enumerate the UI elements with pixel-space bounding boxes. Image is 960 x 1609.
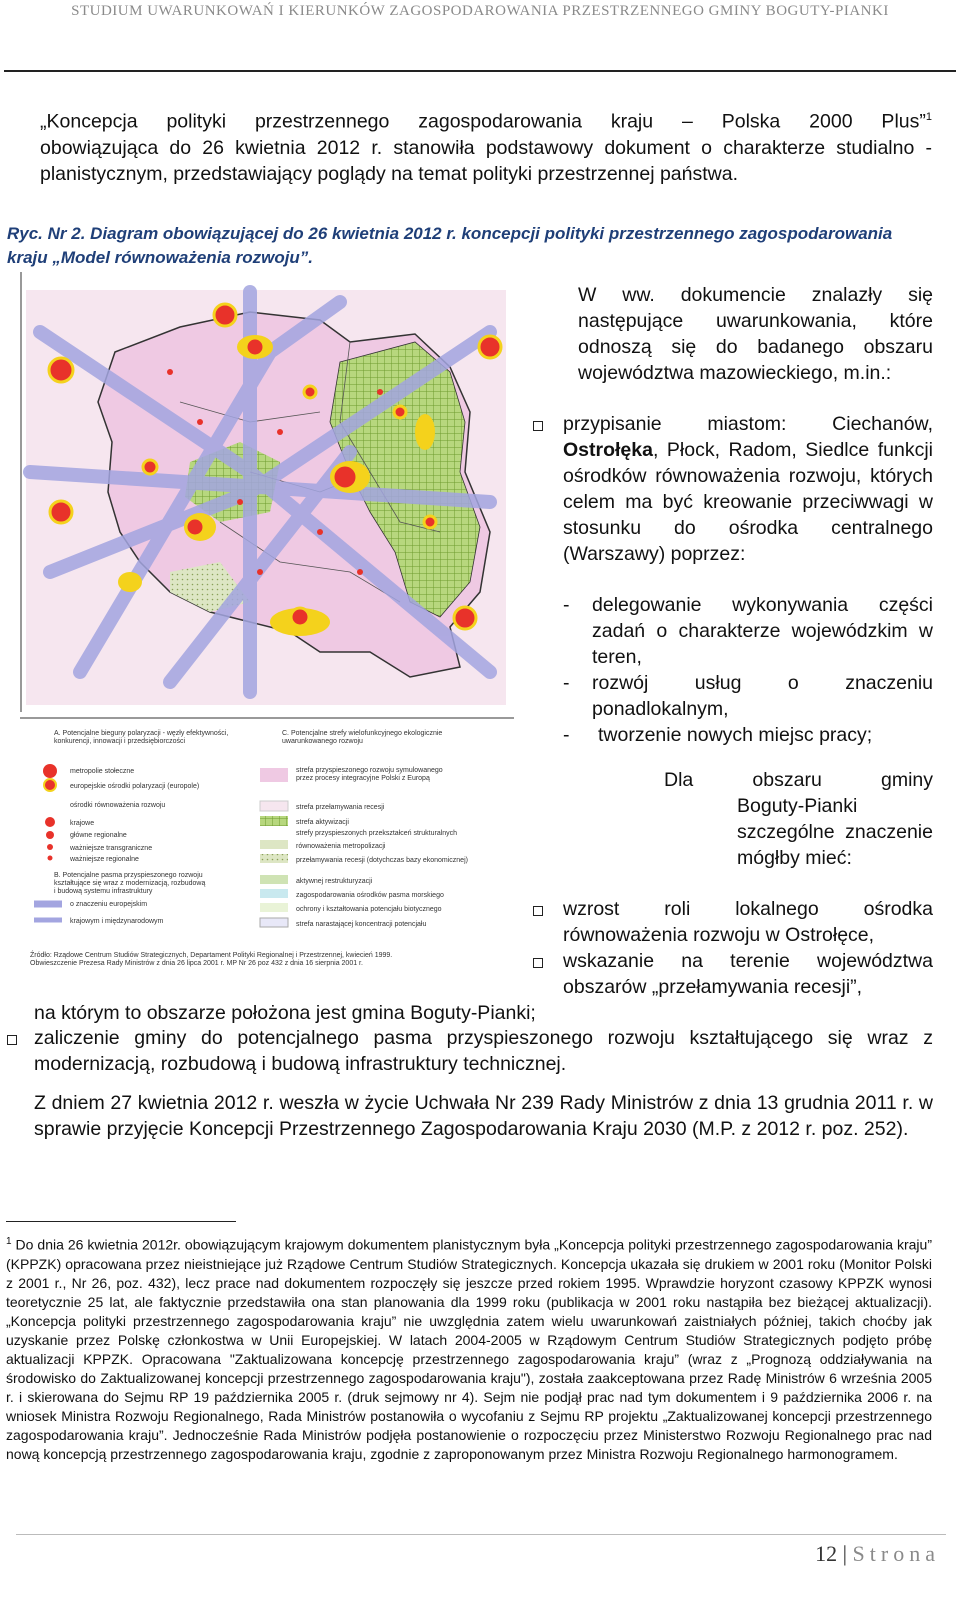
svg-text:przez procesy integracyjne Pol: przez procesy integracyjne Polski z Europą (296, 775, 430, 782)
svg-text:strefa narastającej koncentrac: strefa narastającej koncentracji potencjału (296, 921, 427, 928)
svg-text:Obwieszczenie Prezesa Rady Min: Obwieszczenie Prezesa Rady Ministrów z dnia 26 lipca 2001 r. MP Nr 26 poz 432 z dnia 16 sierpnia 2001 r. (30, 960, 363, 967)
bullet1-rest: , Płock, Radom, Siedlce funkcji ośrodków równoważenia rozwoju, których celem ma być kreowanie przeciwwagi w stosunku do ośrodka centralnego (Warszawy) poprzez: (563, 439, 933, 565)
bullet3-text: wskazanie na terenie województwa obszarów „przełamywania recesji”, (563, 950, 933, 998)
bullet-square-icon (533, 421, 543, 431)
bullet1-text (563, 411, 933, 567)
dash3-text: tworzenie nowych miejsc pracy; (598, 724, 873, 746)
svg-text:Źródło: Rządowe Centrum Studió: Źródło: Rządowe Centrum Studiów Strategicznych, Departament Polityki Regionalnej i Przestrzennej, kwiecień 1999. (30, 952, 393, 959)
bullet1-prefix: przypisanie miastom: Ciechanów, (563, 413, 933, 435)
svg-text:strefy przyspieszonych przeksz: strefy przyspieszonych przekształceń strukturalnych (296, 830, 458, 837)
footnote (6, 1232, 932, 1464)
footnote-number: 1 (6, 1236, 12, 1247)
svg-text:równoważenia metropolizacji: równoważenia metropolizacji (296, 843, 386, 850)
bullet1-bold: Ostrołęka (563, 439, 653, 461)
svg-text:konkurencji, innowacji i przed: konkurencji, innowacji i przedsiębiorczości (54, 738, 186, 745)
figure-caption-label: Ryc. Nr 2. (7, 224, 86, 243)
svg-text:strefa przyspieszonego rozwoju: strefa przyspieszonego rozwoju symulowanego (296, 767, 443, 774)
svg-text:strefa aktywizacji: strefa aktywizacji (296, 819, 349, 826)
bullet2-text: wzrost roli lokalnego ośrodka równoważenia rozwoju w Ostrołęce, (563, 898, 933, 946)
footnote-text: Do dnia 26 kwietnia 2012r. obowiązującym krajowym dokumentem planistycznym była „Koncepcja polityki przestrzennego zagospodarowania kraju” (KPPZK) opracowana przez nieistniejące już Rządowe Centrum Studiów Strategicznych. Koncepcja ukazała się drukiem w 2001 roku (Monitor Polski z 2001 r., Nr 26, poz. 432), lecz prace nad dokumentem rozpoczęły się jeszcze przed rokiem 1995. Wprawdzie horyzont czasowy KPPZK wynosi teoretycznie 25 lat, ale faktycznie przedstawiła ona stan planowania dla 1999 roku (publikacja w 2001 roku nastąpiła bez bieżącej aktualizacji). „Koncepcja polityki przestrzennego zagospodarowania kraju” nie uwzględnia zatem wielu uwarunkowań zaistniałych później, takich choćby jak uzyskanie przez Polskę członkostwa w Unii Europejskiej. W latach 2004-2005 w Rządowym Centrum Studiów Strategicznych podjęto próbę aktualizacji KPPZK. Opracowana "Zaktualizowana koncepcję przestrzennego zagospodarowania kraju” (wraz z „Prognozą oddziaływania na środowisko do Zaktualizowanej koncepcji przestrzennego zagospodarowania kraju"), została zaakceptowana przez Radę Ministrów 6 września 2005 r. i skierowana do Sejmu RP 19 października 2005 r. (druk sejmowy nr 4). Sejm nie podjął prac nad tym dokumentem i 9 października 2006 r. na wniosek Ministra Rozwoju Regionalnego, Rada Ministrów postanowiła o wycofaniu z Sejmu RP projektu „Zaktualizowanej koncepcji przestrzennego zagospodarowania kraju”. Jednocześnie Rada Ministrów podjęła postanowienie o rozpoczęciu przez Ministerstwo Rozwoju Regionalnego prac nad nową koncepcją przestrzennego zagospodarowania kraju, zgodnie z zaproponowanym przez Ministra Rozwoju Regionalnego harmonogramem. (6, 1236, 932, 1462)
bullet-square-icon (533, 906, 543, 916)
svg-text:krajowym i międzynarodowym: krajowym i międzynarodowym (70, 918, 164, 925)
svg-text:przełamywania recesji (dotychc: przełamywania recesji (dotychczas bazy ekonomicznej) (296, 857, 468, 864)
svg-text:i budową systemu infrastruktur: i budową systemu infrastruktury (54, 888, 153, 895)
svg-text:uwarunkowanego rozwoju: uwarunkowanego rozwoju (282, 738, 363, 745)
bullet3-continuation: na którym to obszarze położona jest gmina Boguty-Pianki; (34, 1002, 536, 1024)
svg-text:ochrony i kształtowania potenc: ochrony i kształtowania potencjału biotycznego (296, 906, 442, 913)
bullet4-text: zaliczenie gminy do potencjalnego pasma przyspieszonego rozwoju kształtującego się wraz z modernizacją, rozbudową i budową infrastruktury technicznej. (34, 1027, 933, 1075)
page-footer (700, 1541, 940, 1567)
svg-text:główne regionalne: główne regionalne (70, 832, 127, 839)
intro-line-2: obowiązująca do 26 kwietnia 2012 r. stanowiła podstawowy dokument o charakterze studialno - planistycznym, przedstawiający poglądy na temat polityki przestrzennej państwa. (40, 136, 932, 185)
svg-text:C. Potencjalne strefy wielofun: C. Potencjalne strefy wielofunkcyjnego ekologicznie (282, 730, 443, 737)
svg-text:ważniejsze regionalne: ważniejsze regionalne (70, 856, 139, 863)
svg-text:europejskie ośrodki polaryzacj: europejskie ośrodki polaryzacji (europole) (70, 783, 200, 790)
footer-separator: | (842, 1541, 848, 1566)
footnote-ref[interactable]: 1 (925, 111, 932, 123)
intro-paragraph (40, 104, 932, 187)
footer-rule (16, 1534, 946, 1535)
svg-text:strefa przełamywania recesji: strefa przełamywania recesji (296, 804, 385, 811)
page-number: 12 (815, 1541, 838, 1566)
dash1-text: delegowanie wykonywania części zadań o charakterze wojewódzkim w teren, (592, 594, 933, 668)
figure-caption-text: Diagram obowiązującej do 26 kwietnia 2012 r. koncepcji polityki przestrzennego zagospodarowania kraju „Model równoważenia rozwoju”. (7, 224, 893, 267)
model-diagram-figure (20, 272, 514, 970)
svg-text:B. Potencjalne pasma przyspies: B. Potencjalne pasma przyspieszonego rozwoju (54, 872, 203, 879)
dla-line-2: Boguty-Pianki szczególne znaczenie mógłby mieć: (737, 795, 933, 869)
svg-text:aktywnej restrukturyzacji: aktywnej restrukturyzacji (296, 878, 373, 885)
dla-line-1: Dla obszaru gminy (664, 769, 933, 791)
svg-text:ważniejsze transgraniczne: ważniejsze transgraniczne (70, 845, 153, 852)
bullet-square-icon (533, 958, 543, 968)
dash2-text: rozwój usług o znaczeniu ponadlokalnym, (592, 672, 933, 720)
bullet-square-icon (7, 1035, 17, 1045)
svg-text:ośrodki równoważenia rozwoju: ośrodki równoważenia rozwoju (70, 802, 166, 809)
header-rule (4, 70, 956, 72)
figure-caption (7, 222, 932, 270)
intro-line-1: „Koncepcja polityki przestrzennego zagospodarowania kraju – Polska 2000 Plus” (40, 110, 926, 133)
closing-paragraph: Z dniem 27 kwietnia 2012 r. weszła w życie Uchwała Nr 239 Rady Ministrów z dnia 13 grudnia 2011 r. w sprawie przyjęcie Koncepcji Przestrzennego Zagospodarowania Kraju 2030 (M.P. z 2012 r. poz. 252). (34, 1092, 933, 1140)
poland-diagram-svg (20, 272, 514, 970)
footer-label: Strona (852, 1541, 940, 1566)
running-header: STUDIUM UWARUNKOWAŃ I KIERUNKÓW ZAGOSPODAROWANIA PRZESTRZENNEGO GMINY BOGUTY-PIANKI (71, 3, 889, 19)
svg-text:kształtujące się wraz z modern: kształtujące się wraz z modernizacją, rozbudową (54, 880, 206, 887)
svg-text:zagospodarowania ośrodków pasm: zagospodarowania ośrodków pasma morskiego (296, 892, 444, 899)
svg-text:o znaczeniu europejskim: o znaczeniu europejskim (70, 901, 148, 908)
footnote-rule (6, 1221, 236, 1222)
svg-text:krajowe: krajowe (70, 820, 95, 827)
svg-text:metropolie stołeczne: metropolie stołeczne (70, 768, 135, 775)
right-intro: W ww. dokumencie znalazły się następujące uwarunkowania, które odnoszą się do badanego obszaru województwa mazowieckiego, m.in.: (578, 284, 933, 384)
legend-a-title: A. Potencjalne bieguny polaryzacji - węzły efektywności, (54, 730, 229, 737)
